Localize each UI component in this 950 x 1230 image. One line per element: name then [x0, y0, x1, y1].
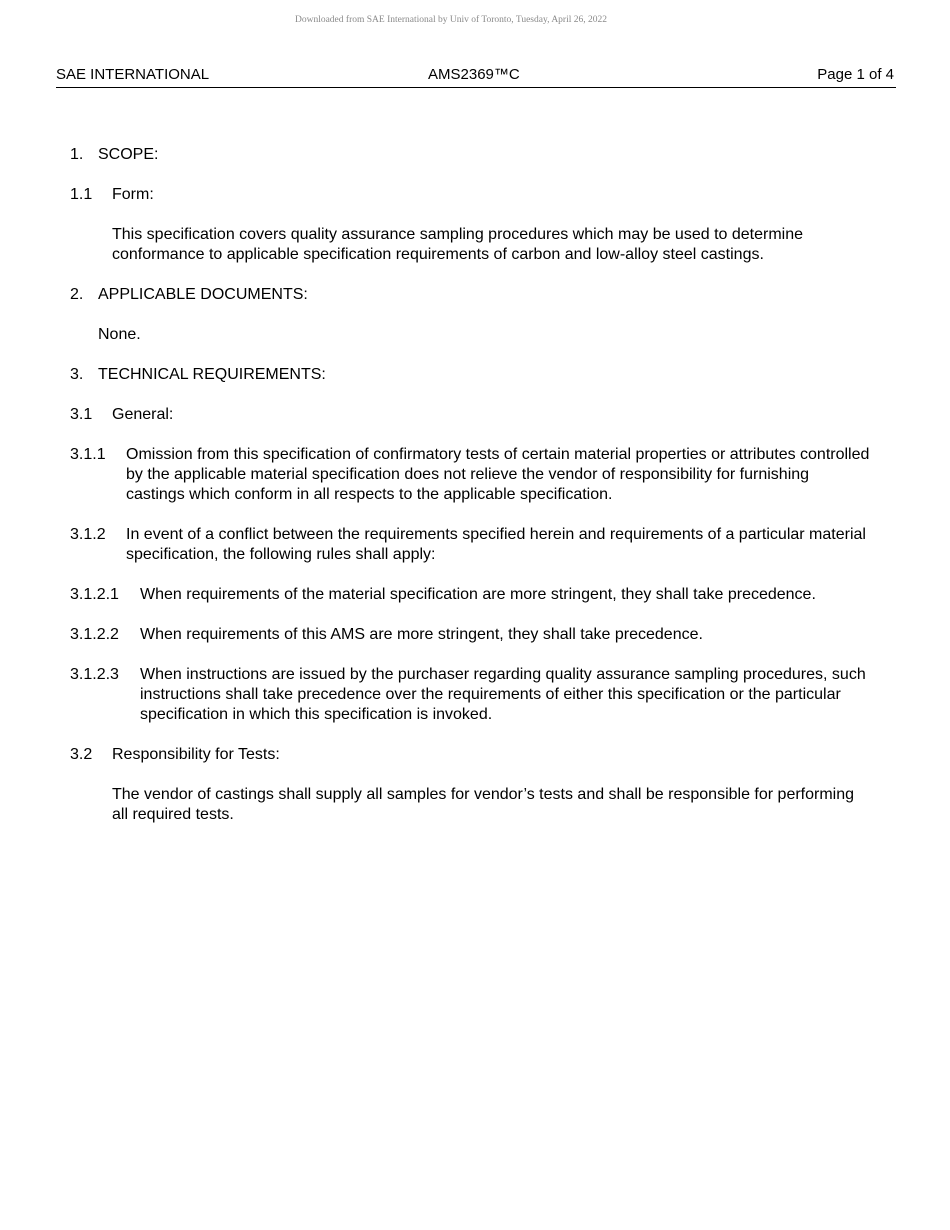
section-3-1-2-2-paragraph: [70, 625, 870, 645]
section-title: TECHNICAL REQUIREMENTS:: [98, 366, 326, 383]
section-2-heading: [70, 285, 870, 305]
section-3-1-1-paragraph: [70, 445, 870, 505]
section-text: When instructions are issued by the purchaser regarding quality assurance sampling procedures, such instructions shall take precedence over the requirements of either this specification or the particular specification in which this specification is invoked.: [140, 666, 866, 723]
section-number: 1.: [70, 146, 84, 163]
section-text: When requirements of this AMS are more stringent, they shall take precedence.: [140, 626, 703, 643]
section-3-heading: [70, 365, 870, 385]
document-body: [70, 145, 870, 845]
section-number: 3.1.2.3: [70, 666, 119, 683]
section-number: 3.1.2: [70, 526, 106, 543]
section-1-1-heading: [70, 185, 870, 205]
section-3-1-2-3-paragraph: [70, 665, 870, 725]
section-3-2-heading: [70, 745, 870, 765]
section-number: 1.1: [70, 186, 93, 203]
section-3-1-2-1-paragraph: [70, 585, 870, 605]
section-title: Form:: [112, 186, 154, 203]
section-3-2-paragraph: The vendor of castings shall supply all samples for vendor’s tests and shall be responsible for performing all required tests.: [112, 786, 855, 823]
header-page-number: Page 1 of 4: [817, 66, 894, 83]
header-doc-id: AMS2369™C: [428, 66, 520, 83]
header-org: SAE INTERNATIONAL: [56, 66, 210, 83]
section-1-heading: [70, 145, 870, 165]
section-title: APPLICABLE DOCUMENTS:: [98, 286, 308, 303]
download-watermark: Downloaded from SAE International by Univ of Toronto, Tuesday, April 26, 2022: [294, 15, 607, 25]
section-text: When requirements of the material specification are more stringent, they shall take precedence.: [140, 586, 816, 603]
section-2-paragraph: None.: [98, 326, 141, 343]
section-1-1-paragraph: This specification covers quality assurance sampling procedures which may be used to determine conformance to applicable specification requirements of carbon and low-alloy steel castings.: [112, 226, 804, 263]
section-number: 3.2: [70, 746, 93, 763]
section-title: General:: [112, 406, 174, 423]
section-number: 3.1.2.2: [70, 626, 119, 643]
section-text: In event of a conflict between the requirements specified herein and requirements of a particular material specification, the following rules shall apply:: [126, 526, 866, 563]
section-number: 2.: [70, 286, 84, 303]
section-title: Responsibility for Tests:: [112, 746, 280, 763]
section-number: 3.: [70, 366, 84, 383]
section-text: Omission from this specification of confirmatory tests of certain material properties or attributes controlled by the applicable material specification does not relieve the vendor of responsibility for furnishing castings which conform in all respects to the applicable specification.: [126, 446, 870, 503]
section-3-1-2-paragraph: [70, 525, 870, 565]
section-3-1-heading: [70, 405, 870, 425]
section-number: 3.1.1: [70, 446, 106, 463]
section-number: 3.1.2.1: [70, 586, 119, 603]
page-header: [56, 66, 896, 88]
section-number: 3.1: [70, 406, 93, 423]
section-title: SCOPE:: [98, 146, 159, 163]
